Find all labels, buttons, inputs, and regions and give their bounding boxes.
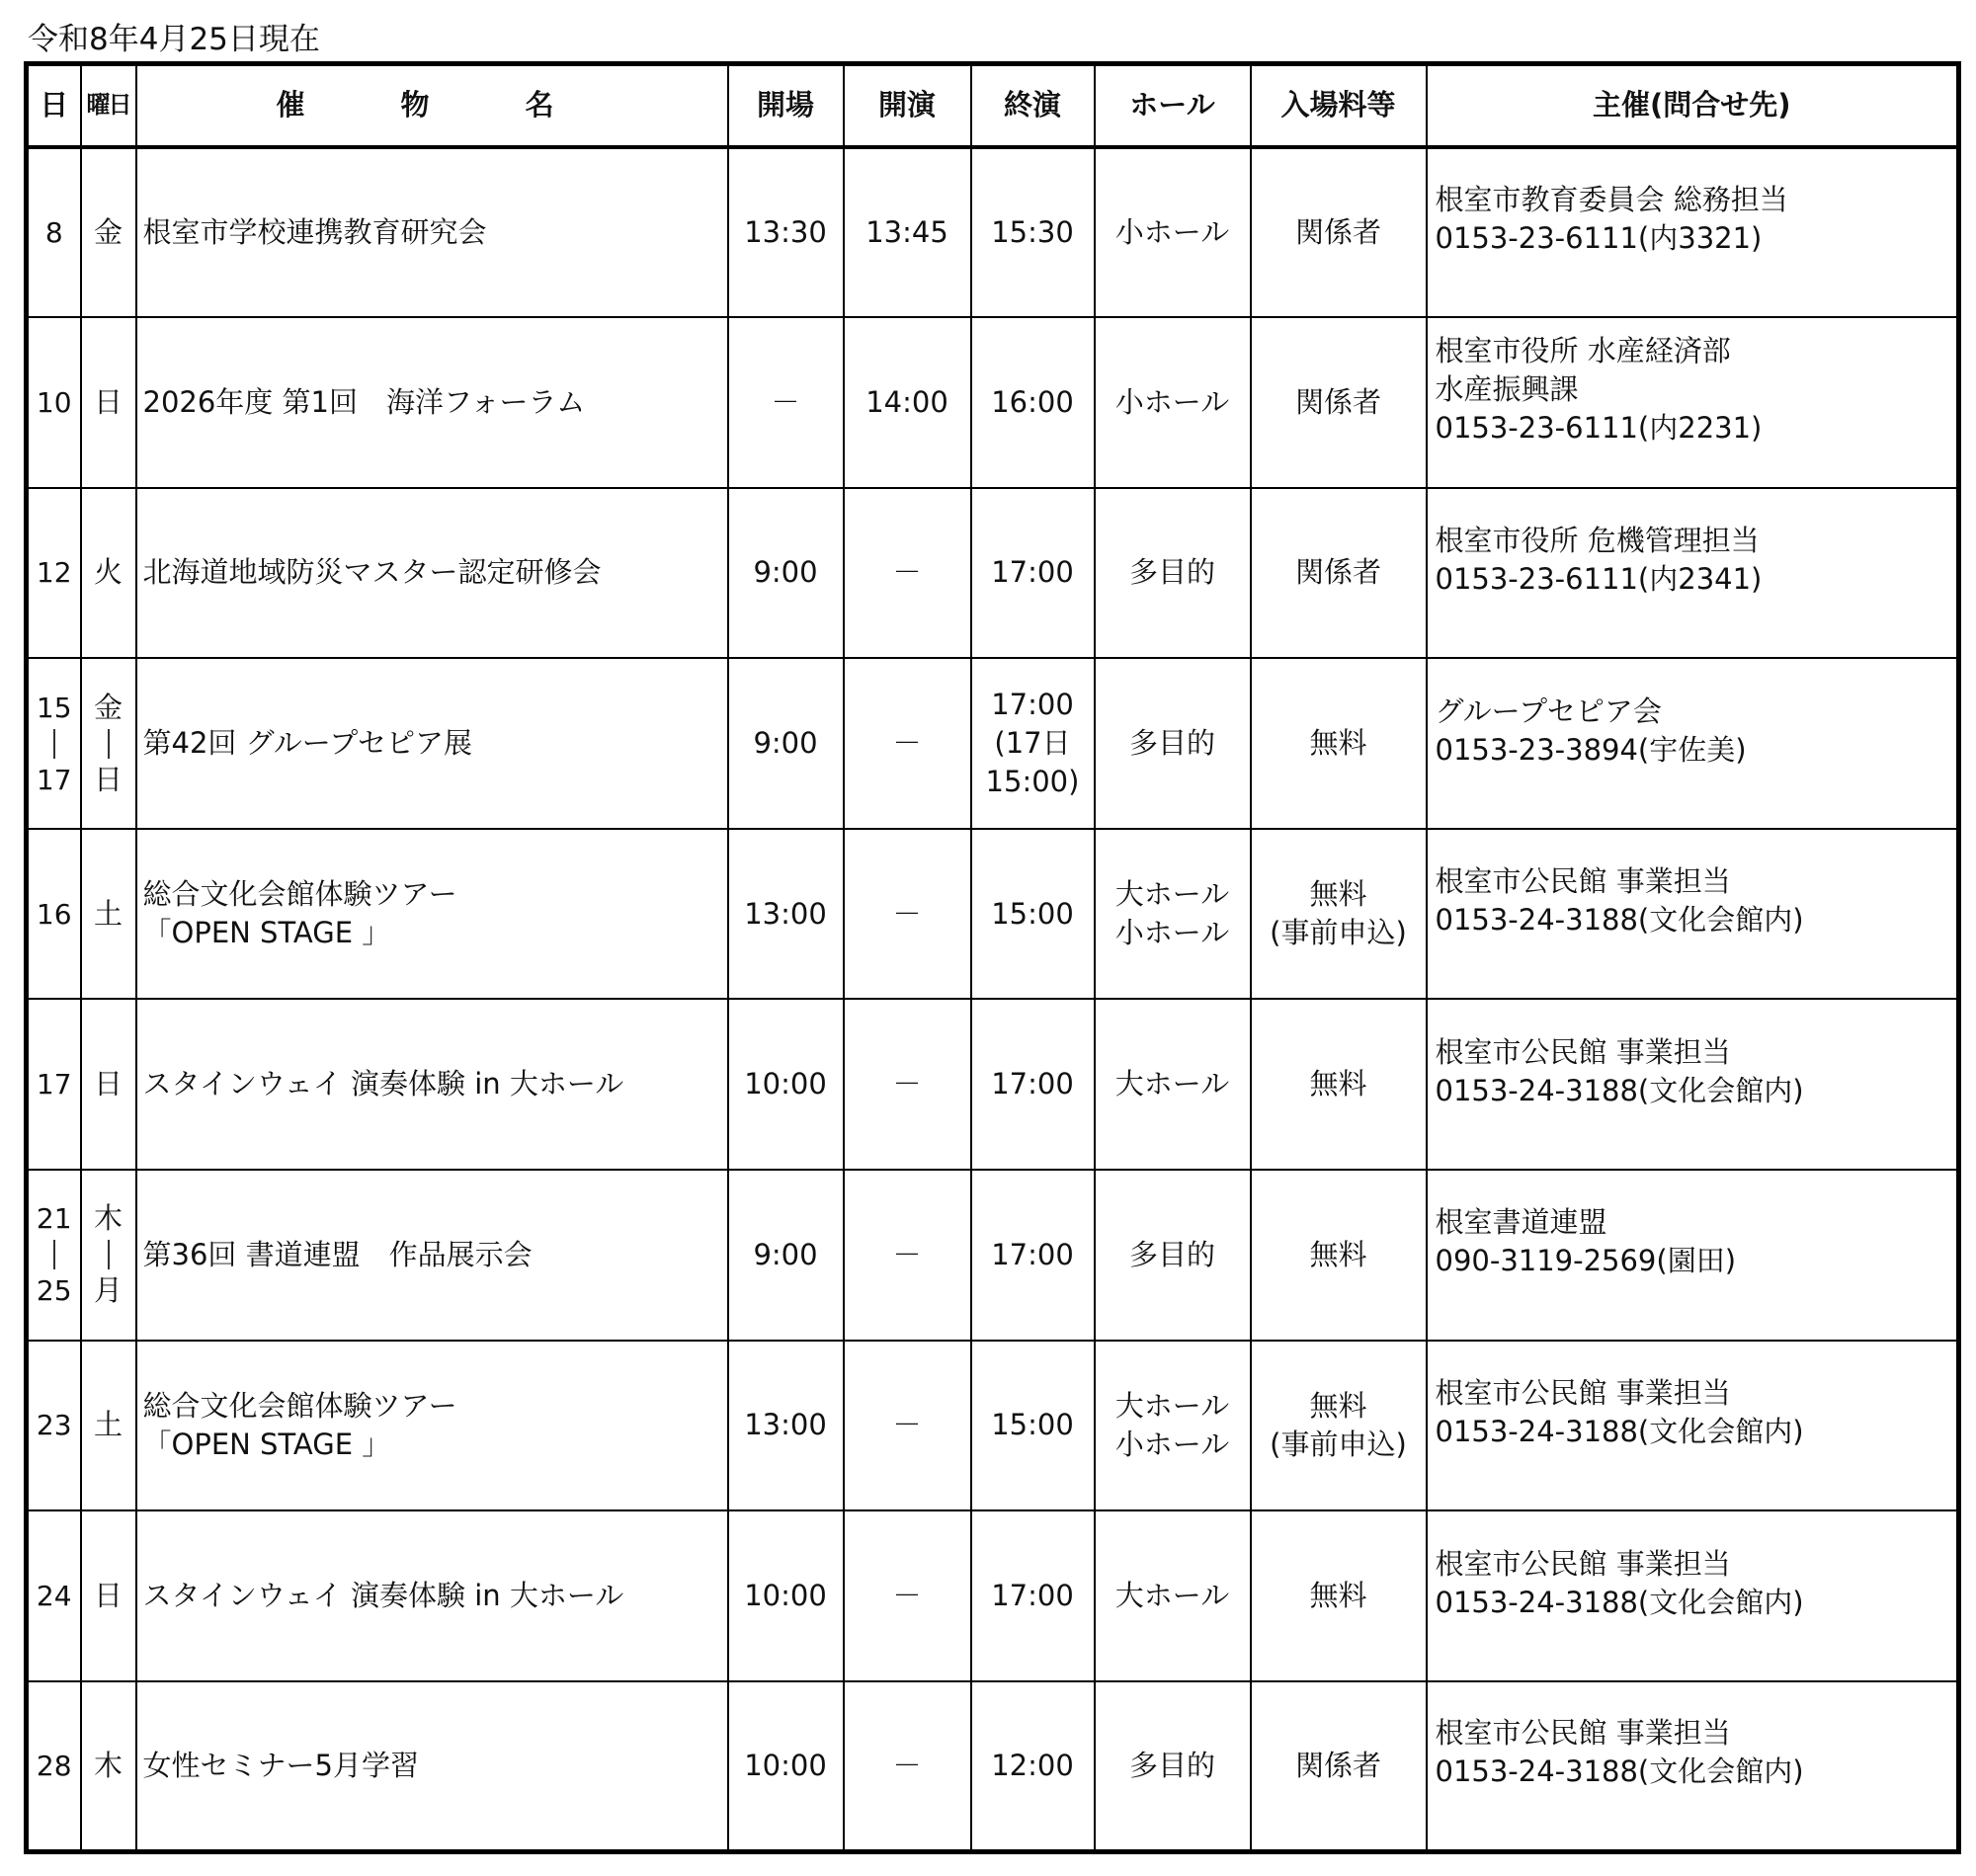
hall-cell-line: 多目的 bbox=[1128, 1237, 1215, 1271]
event-name-cell bbox=[136, 147, 728, 318]
event-name-cell-line: 第36回 書道連盟 作品展示会 bbox=[142, 1237, 533, 1271]
header-event-name: 催 物 名 bbox=[136, 64, 728, 147]
start-time-cell: － bbox=[844, 1341, 971, 1511]
admission-cell-line: 関係者 bbox=[1294, 1748, 1381, 1782]
event-name-cell bbox=[136, 317, 728, 488]
day-cell bbox=[27, 658, 81, 829]
organizer-cell-line: 根室市役所 危機管理担当 bbox=[1435, 523, 1760, 557]
doors-open-cell: 13:30 bbox=[728, 147, 844, 318]
start-time-cell: － bbox=[844, 1170, 971, 1341]
end-time-cell bbox=[971, 658, 1095, 829]
event-name-cell-line: 北海道地域防災マスター認定研修会 bbox=[142, 555, 602, 590]
header-day: 日 bbox=[27, 64, 81, 147]
day-cell bbox=[27, 1681, 81, 1852]
event-name-cell-line: 「OPEN STAGE 」 bbox=[142, 1427, 391, 1461]
organizer-cell-line: 0153-23-3894(宇佐美) bbox=[1435, 732, 1747, 767]
end-time-cell-line: 15:00) bbox=[985, 765, 1080, 799]
header-admission: 入場料等 bbox=[1251, 64, 1427, 147]
header-row bbox=[27, 64, 1959, 147]
day-of-week-cell-first: 日 bbox=[93, 1579, 123, 1613]
admission-cell-line: 関係者 bbox=[1294, 384, 1381, 419]
end-time-cell bbox=[971, 488, 1095, 659]
header-end: 終演 bbox=[971, 64, 1095, 147]
day-cell-first: 15 bbox=[36, 691, 72, 724]
start-time-cell: 13:45 bbox=[844, 147, 971, 318]
day-cell-first: 16 bbox=[36, 897, 72, 931]
admission-cell-line: 無料 bbox=[1309, 1237, 1367, 1271]
day-of-week-cell bbox=[81, 1170, 136, 1341]
admission-cell-line: 関係者 bbox=[1294, 555, 1381, 590]
organizer-cell-line: 0153-23-6111(内2341) bbox=[1435, 561, 1763, 596]
admission-cell bbox=[1251, 317, 1427, 488]
doors-open-cell: 9:00 bbox=[728, 488, 844, 659]
event-schedule-table bbox=[24, 61, 1961, 1854]
admission-cell bbox=[1251, 658, 1427, 829]
start-time-cell: － bbox=[844, 1510, 971, 1681]
end-time-cell-line: 17:00 bbox=[991, 555, 1074, 590]
end-time-cell-line: (17日 bbox=[994, 726, 1071, 761]
start-time-cell: － bbox=[844, 1681, 971, 1852]
day-of-week-cell-first: 日 bbox=[93, 384, 123, 419]
organizer-cell-line: 0153-24-3188(文化会館内) bbox=[1435, 1754, 1804, 1789]
day-of-week-cell bbox=[81, 829, 136, 1000]
organizer-cell-line: 0153-24-3188(文化会館内) bbox=[1435, 1073, 1804, 1107]
admission-cell-line: (事前申込) bbox=[1270, 1427, 1407, 1461]
hall-cell bbox=[1095, 147, 1251, 318]
day-of-week-cell-first: 土 bbox=[93, 896, 123, 931]
day-of-week-cell bbox=[81, 658, 136, 829]
day-cell bbox=[27, 317, 81, 488]
start-time-cell: － bbox=[844, 829, 971, 1000]
table-row bbox=[27, 658, 1959, 829]
day-of-week-cell bbox=[81, 1510, 136, 1681]
range-separator bbox=[108, 1240, 110, 1269]
hall-cell bbox=[1095, 1681, 1251, 1852]
event-name-cell bbox=[136, 1510, 728, 1681]
event-name-cell-line: スタインウェイ 演奏体験 in 大ホール bbox=[142, 1067, 624, 1101]
event-name-cell bbox=[136, 999, 728, 1170]
table-row bbox=[27, 999, 1959, 1170]
day-cell-first: 8 bbox=[44, 215, 63, 249]
day-cell-first: 21 bbox=[36, 1202, 72, 1236]
day-of-week-cell bbox=[81, 1681, 136, 1852]
hall-cell bbox=[1095, 829, 1251, 1000]
admission-cell bbox=[1251, 1341, 1427, 1511]
admission-cell bbox=[1251, 829, 1427, 1000]
event-name-cell-line: 総合文化会館体験ツアー bbox=[142, 1388, 457, 1423]
day-of-week-cell bbox=[81, 1341, 136, 1511]
day-cell bbox=[27, 1341, 81, 1511]
admission-cell-line: 無料 bbox=[1309, 877, 1367, 912]
event-name-cell bbox=[136, 829, 728, 1000]
admission-cell-line: 無料 bbox=[1309, 1067, 1367, 1101]
table-row bbox=[27, 317, 1959, 488]
table-row bbox=[27, 1341, 1959, 1511]
event-name-cell-line: 2026年度 第1回 海洋フォーラム bbox=[142, 384, 586, 419]
day-of-week-cell-last: 日 bbox=[93, 762, 123, 796]
hall-cell bbox=[1095, 1510, 1251, 1681]
organizer-cell bbox=[1427, 1681, 1959, 1852]
organizer-cell-line: 根室市教育委員会 総務担当 bbox=[1435, 183, 1788, 217]
day-cell bbox=[27, 488, 81, 659]
doors-open-cell: 10:00 bbox=[728, 999, 844, 1170]
hall-cell bbox=[1095, 488, 1251, 659]
doors-open-cell: 9:00 bbox=[728, 1170, 844, 1341]
organizer-cell-line: 0153-24-3188(文化会館内) bbox=[1435, 1414, 1804, 1448]
event-name-cell-line: 女性セミナー5月学習 bbox=[142, 1748, 419, 1782]
doors-open-cell: 10:00 bbox=[728, 1510, 844, 1681]
day-of-week-cell-first: 日 bbox=[93, 1067, 123, 1101]
organizer-cell-line: 根室市公民館 事業担当 bbox=[1435, 1375, 1731, 1410]
start-time-cell: 14:00 bbox=[844, 317, 971, 488]
day-cell-first: 28 bbox=[36, 1749, 72, 1782]
table-row bbox=[27, 1510, 1959, 1681]
end-time-cell bbox=[971, 317, 1095, 488]
event-name-cell bbox=[136, 1170, 728, 1341]
hall-cell-line: 大ホール bbox=[1114, 1579, 1230, 1613]
day-cell-first: 12 bbox=[36, 556, 72, 590]
admission-cell-line: (事前申込) bbox=[1270, 916, 1407, 950]
table-row bbox=[27, 1681, 1959, 1852]
organizer-cell bbox=[1427, 658, 1959, 829]
organizer-cell bbox=[1427, 147, 1959, 318]
organizer-cell-line: 根室書道連盟 bbox=[1435, 1205, 1607, 1240]
header-day-of-week: 曜日 bbox=[81, 64, 136, 147]
table-row bbox=[27, 1170, 1959, 1341]
day-of-week-cell-first: 木 bbox=[93, 1748, 123, 1782]
admission-cell bbox=[1251, 147, 1427, 318]
header-start: 開演 bbox=[844, 64, 971, 147]
end-time-cell bbox=[971, 1341, 1095, 1511]
organizer-cell bbox=[1427, 488, 1959, 659]
event-name-cell bbox=[136, 1681, 728, 1852]
admission-cell bbox=[1251, 1510, 1427, 1681]
end-time-cell bbox=[971, 1170, 1095, 1341]
organizer-cell-line: 0153-23-6111(内3321) bbox=[1435, 221, 1763, 256]
admission-cell bbox=[1251, 488, 1427, 659]
event-name-cell-line: スタインウェイ 演奏体験 in 大ホール bbox=[142, 1579, 624, 1613]
hall-cell-line: 大ホール bbox=[1114, 1067, 1230, 1101]
day-cell-first: 24 bbox=[36, 1580, 72, 1613]
day-cell bbox=[27, 829, 81, 1000]
header-doors-open: 開場 bbox=[728, 64, 844, 147]
end-time-cell-line: 16:00 bbox=[991, 384, 1074, 419]
hall-cell-line: 小ホール bbox=[1114, 1427, 1230, 1461]
event-name-cell bbox=[136, 488, 728, 659]
organizer-cell bbox=[1427, 1341, 1959, 1511]
organizer-cell-line: 090-3119-2569(園田) bbox=[1435, 1244, 1737, 1278]
day-cell bbox=[27, 1510, 81, 1681]
end-time-cell bbox=[971, 147, 1095, 318]
end-time-cell-line: 17:00 bbox=[991, 688, 1074, 722]
header-organizer: 主催(問合せ先) bbox=[1427, 64, 1959, 147]
end-time-cell-line: 17:00 bbox=[991, 1067, 1074, 1101]
event-name-cell bbox=[136, 1341, 728, 1511]
day-of-week-cell bbox=[81, 488, 136, 659]
hall-cell bbox=[1095, 1170, 1251, 1341]
hall-cell bbox=[1095, 999, 1251, 1170]
organizer-cell-line: 根室市公民館 事業担当 bbox=[1435, 1034, 1731, 1069]
day-of-week-cell-first: 金 bbox=[93, 214, 123, 249]
day-of-week-cell-first: 金 bbox=[93, 690, 123, 724]
day-of-week-cell bbox=[81, 999, 136, 1170]
table-row bbox=[27, 829, 1959, 1000]
organizer-cell bbox=[1427, 829, 1959, 1000]
event-name-cell-line: 第42回 グループセピア展 bbox=[142, 726, 473, 761]
day-cell bbox=[27, 147, 81, 318]
organizer-cell bbox=[1427, 999, 1959, 1170]
admission-cell-line: 関係者 bbox=[1294, 214, 1381, 249]
event-name-cell-line: 「OPEN STAGE 」 bbox=[142, 916, 391, 950]
hall-cell-line: 小ホール bbox=[1114, 916, 1230, 950]
doors-open-cell: 10:00 bbox=[728, 1681, 844, 1852]
hall-cell bbox=[1095, 658, 1251, 829]
organizer-cell bbox=[1427, 1170, 1959, 1341]
end-time-cell-line: 12:00 bbox=[991, 1748, 1074, 1782]
hall-cell-line: 多目的 bbox=[1128, 726, 1215, 761]
day-of-week-cell bbox=[81, 317, 136, 488]
end-time-cell-line: 15:00 bbox=[991, 896, 1074, 931]
day-cell bbox=[27, 999, 81, 1170]
end-time-cell-line: 17:00 bbox=[991, 1579, 1074, 1613]
day-cell-first: 10 bbox=[36, 385, 72, 419]
admission-cell-line: 無料 bbox=[1309, 1579, 1367, 1613]
day-cell bbox=[27, 1170, 81, 1341]
hall-cell bbox=[1095, 1341, 1251, 1511]
end-time-cell bbox=[971, 1681, 1095, 1852]
hall-cell-line: 大ホール bbox=[1114, 1388, 1230, 1423]
day-of-week-cell-first: 土 bbox=[93, 1408, 123, 1442]
day-of-week-cell-last: 月 bbox=[93, 1273, 123, 1308]
range-separator bbox=[53, 1240, 55, 1269]
header-hall: ホール bbox=[1095, 64, 1251, 147]
hall-cell bbox=[1095, 317, 1251, 488]
day-of-week-cell-first: 木 bbox=[93, 1201, 123, 1236]
day-cell-first: 17 bbox=[36, 1068, 72, 1101]
end-time-cell-line: 17:00 bbox=[991, 1237, 1074, 1271]
organizer-cell-line: 根室市公民館 事業担当 bbox=[1435, 1716, 1731, 1751]
admission-cell-line: 無料 bbox=[1309, 1388, 1367, 1423]
doors-open-cell: － bbox=[728, 317, 844, 488]
start-time-cell: － bbox=[844, 488, 971, 659]
doors-open-cell: 13:00 bbox=[728, 829, 844, 1000]
day-cell-last: 17 bbox=[36, 763, 72, 796]
start-time-cell: － bbox=[844, 999, 971, 1170]
table-row bbox=[27, 488, 1959, 659]
day-of-week-cell-first: 火 bbox=[93, 555, 123, 590]
table-body bbox=[27, 147, 1959, 1852]
table-row bbox=[27, 147, 1959, 318]
hall-cell-line: 大ホール bbox=[1114, 877, 1230, 912]
hall-cell-line: 多目的 bbox=[1128, 1748, 1215, 1782]
day-cell-first: 23 bbox=[36, 1409, 72, 1442]
admission-cell bbox=[1251, 1681, 1427, 1852]
organizer-cell-line: 0153-24-3188(文化会館内) bbox=[1435, 903, 1804, 938]
organizer-cell-line: 根室市役所 水産経済部 bbox=[1435, 333, 1731, 367]
doors-open-cell: 9:00 bbox=[728, 658, 844, 829]
as-of-date: 令和8年4月25日現在 bbox=[28, 22, 320, 57]
organizer-cell-line: 根室市公民館 事業担当 bbox=[1435, 1546, 1731, 1581]
start-time-cell: － bbox=[844, 658, 971, 829]
day-cell-last: 25 bbox=[36, 1274, 72, 1308]
hall-cell-line: 小ホール bbox=[1114, 214, 1230, 249]
end-time-cell-line: 15:30 bbox=[991, 214, 1074, 249]
doors-open-cell: 13:00 bbox=[728, 1341, 844, 1511]
event-name-cell-line: 根室市学校連携教育研究会 bbox=[142, 214, 487, 249]
end-time-cell-line: 15:00 bbox=[991, 1408, 1074, 1442]
organizer-cell-line: 0153-24-3188(文化会館内) bbox=[1435, 1585, 1804, 1619]
range-separator bbox=[108, 729, 110, 759]
end-time-cell bbox=[971, 829, 1095, 1000]
organizer-cell-line: 0153-23-6111(内2231) bbox=[1435, 410, 1763, 445]
hall-cell-line: 多目的 bbox=[1128, 555, 1215, 590]
organizer-cell-line: グループセピア会 bbox=[1435, 693, 1662, 728]
event-name-cell bbox=[136, 658, 728, 829]
organizer-cell-line: 根室市公民館 事業担当 bbox=[1435, 864, 1731, 899]
end-time-cell bbox=[971, 1510, 1095, 1681]
range-separator bbox=[53, 729, 55, 759]
admission-cell bbox=[1251, 999, 1427, 1170]
organizer-cell bbox=[1427, 1510, 1959, 1681]
organizer-cell-line: 水産振興課 bbox=[1435, 371, 1579, 406]
hall-cell-line: 小ホール bbox=[1114, 384, 1230, 419]
end-time-cell bbox=[971, 999, 1095, 1170]
organizer-cell bbox=[1427, 317, 1959, 488]
admission-cell-line: 無料 bbox=[1309, 726, 1367, 761]
day-of-week-cell bbox=[81, 147, 136, 318]
event-name-cell-line: 総合文化会館体験ツアー bbox=[142, 877, 457, 912]
admission-cell bbox=[1251, 1170, 1427, 1341]
